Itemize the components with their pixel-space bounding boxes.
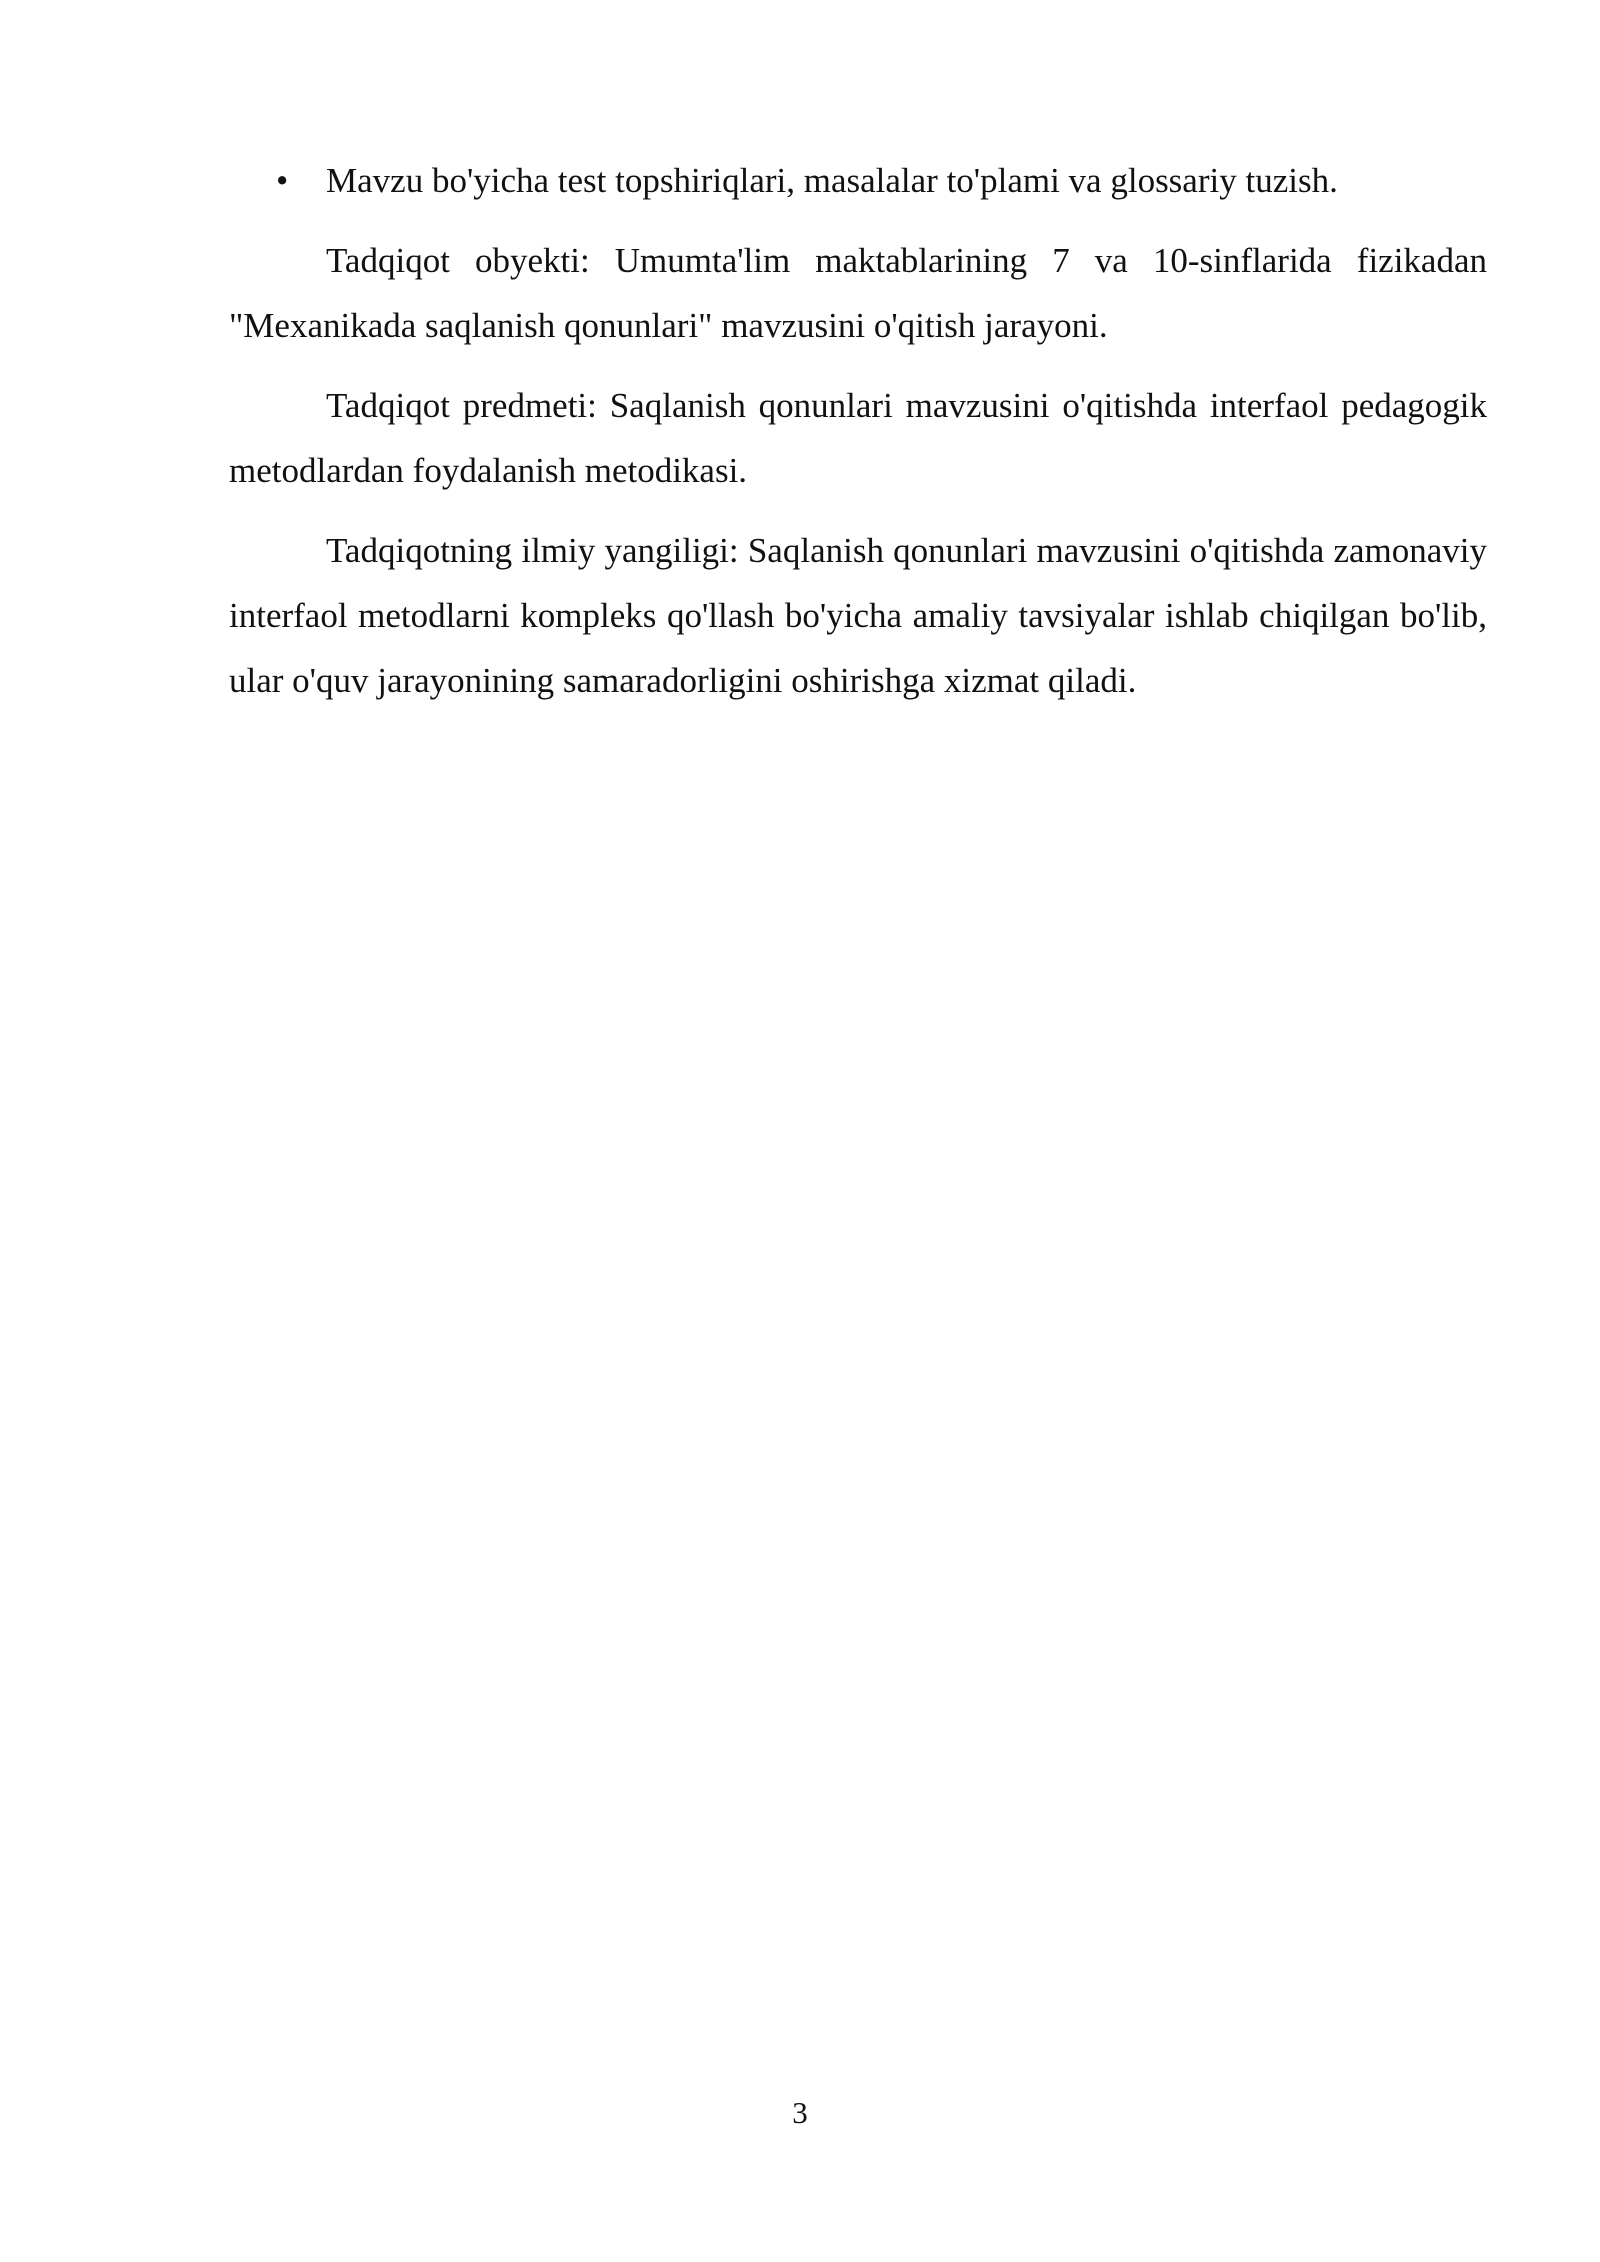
research-subject-paragraph: Tadqiqot predmeti: Saqlanish qonunlari mavzusini o'qitishda interfaol pedagogik metodlardan foydalanish metodikasi. <box>229 386 1487 490</box>
bullet-list-item <box>229 148 1487 213</box>
bullet-text: Mavzu bo'yicha test topshiriqlari, masalalar to'plami va glossariy tuzish. <box>326 161 1338 200</box>
page-body <box>229 148 1487 728</box>
scientific-novelty-paragraph: Tadqiqotning ilmiy yangiligi: Saqlanish qonunlari mavzusini o'qitishda zamonaviy interfaol metodlarni kompleks qo'llash bo'yicha amaliy tavsiyalar ishlab chiqilgan bo'lib, ular o'quv jarayonining samaradorligini oshirishga xizmat qiladi. <box>229 531 1487 700</box>
research-object-paragraph: Tadqiqot obyekti: Umumta'lim maktablarining 7 va 10-sinflarida fizikadan "Mexanikada saqlanish qonunlari" mavzusini o'qitish jarayoni. <box>229 241 1487 345</box>
bullet-icon: • <box>276 161 289 200</box>
page-number: 3 <box>792 2095 808 2130</box>
